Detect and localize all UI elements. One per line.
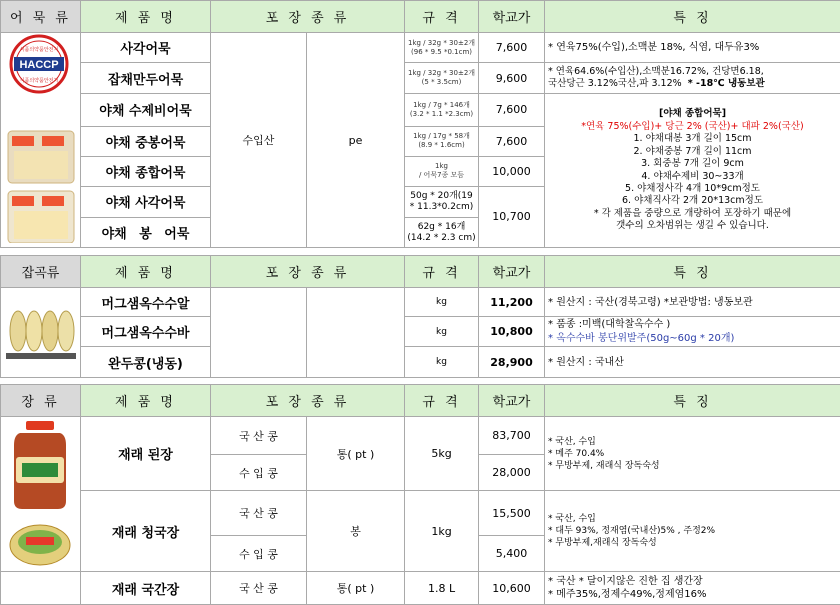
haccp-and-fishcake-image — [2, 33, 80, 243]
feature-cell: * 원산지 : 국산(경북고령) *보관방법: 냉동보관 — [545, 288, 840, 317]
veg-ingredients: *연육 75%(수입)+ 당근 2% (국산)+ 대파 2%(국산) — [545, 121, 840, 133]
feature-line: * 옥수수바 봉단위발주(50g~60g * 20개) — [548, 332, 840, 346]
grain-table — [0, 255, 840, 378]
school-price-header: 학교가 — [479, 385, 545, 417]
product-name: 완두콩(냉동) — [81, 347, 211, 378]
package-type-header: 포 장 종 류 — [211, 1, 405, 33]
feature-line: * 품종 :미백(대학찰옥수수 ) — [548, 318, 840, 332]
price-cell: 7,600 — [479, 33, 545, 63]
table-row — [1, 94, 840, 127]
feature-cell — [545, 63, 840, 94]
feature-cell: * 원산지 : 국내산 — [545, 347, 840, 378]
feature-line: * 대두 93%, 정재염(국내산)5% , 주정2% — [548, 525, 840, 537]
spec-cell — [405, 186, 479, 218]
veg-line: 1. 야채대봉 3개 길이 15cm — [545, 133, 840, 145]
price-cell: 11,200 — [479, 288, 545, 317]
corn-image-cell — [1, 288, 81, 378]
origin-cell: 수입산 — [211, 33, 307, 248]
grain-header-row — [1, 256, 840, 288]
spec-line: 1kg / 32g * 30±2개 — [405, 39, 478, 48]
product-name: 야채 중봉어묵 — [81, 126, 211, 156]
price-cell: 10,700 — [479, 186, 545, 248]
product-name-header: 제 품 명 — [81, 256, 211, 288]
feature-cell: * 연육75%(수입),소맥분 18%, 식염, 대두유3% — [545, 33, 840, 63]
table-row — [1, 33, 840, 63]
spec-cell — [405, 63, 479, 94]
sauce-image-cell-bottom — [1, 572, 81, 605]
spec-cell: kg — [405, 288, 479, 317]
price-cell: 7,600 — [479, 94, 545, 127]
spec-line: * 11.3*0.2cm) — [405, 202, 478, 213]
sauce-header-row — [1, 385, 840, 417]
feature-line: * 국산, 수입 — [548, 513, 840, 525]
spec-header: 규 격 — [405, 385, 479, 417]
haccp-top-text: 식품의약품안전처 — [19, 46, 58, 53]
feature-cell — [545, 317, 840, 347]
price-cell: 10,600 — [479, 572, 545, 605]
spec-cell: kg — [405, 347, 479, 378]
spec-line: (8.9 * 1.6cm) — [405, 141, 478, 150]
product-name: 야채 봉 어묵 — [81, 218, 211, 248]
veg-line: 3. 회중봉 7개 길이 9cm — [545, 158, 840, 170]
spec-cell: 1.8 L — [405, 572, 479, 605]
product-name: 머그샘옥수수바 — [81, 317, 211, 347]
table-row — [1, 491, 840, 536]
category-header: 장 류 — [1, 385, 81, 417]
soy-origin-option: 수 입 콩 — [211, 536, 307, 572]
sauce-image-cell — [1, 417, 81, 572]
table-row — [1, 317, 840, 347]
category-header: 잡곡류 — [1, 256, 81, 288]
jar-image — [2, 417, 80, 567]
feature-line: * 메주35%,정제수49%,정제염16% — [548, 588, 840, 601]
package-cell — [211, 288, 307, 378]
school-price-header: 학교가 — [479, 256, 545, 288]
product-name: 사각어묵 — [81, 33, 211, 63]
haccp-bottom-text: 식품의약품안전처 — [19, 77, 58, 84]
fishcake-table — [0, 0, 840, 248]
feature-line: * 국산, 수입 — [548, 436, 840, 448]
package-type-header: 포 장 종 류 — [211, 256, 405, 288]
spec-cell — [405, 94, 479, 127]
product-name: 잡채만두어묵 — [81, 63, 211, 94]
table-row — [1, 417, 840, 455]
feature-line: * -18℃ 냉동보관 — [688, 78, 765, 89]
spec-line: 1kg / 17g * 58개 — [405, 132, 478, 141]
fishcake-header-row — [1, 1, 840, 33]
feature-cell — [545, 491, 840, 572]
spec-line: 50g * 20개(19 — [405, 191, 478, 202]
feature-line: * 무방부제, 재래식 장독숙성 — [548, 460, 840, 472]
package-cell: 봉 — [307, 491, 405, 572]
feature-line: * 메주 70.4% — [548, 448, 840, 460]
spec-line: (96 * 9.5 *0.1cm) — [405, 48, 478, 57]
price-cell: 7,600 — [479, 126, 545, 156]
veg-line: * 각 제품을 중량으로 개량하여 포장하기 때문에 — [545, 208, 840, 220]
table-row — [1, 63, 840, 94]
veg-mix-features — [545, 94, 840, 248]
spec-line: / 어묵7종 모듬 — [405, 171, 478, 180]
feature-cell — [545, 417, 840, 491]
price-cell: 15,500 — [479, 491, 545, 536]
feature-line: * 국산 * 달이지않은 진한 집 생간장 — [548, 575, 840, 588]
spec-cell — [405, 33, 479, 63]
soy-origin-option: 수 입 콩 — [211, 455, 307, 491]
spec-header: 규 격 — [405, 1, 479, 33]
school-price-header: 학교가 — [479, 1, 545, 33]
product-name: 재래 된장 — [81, 417, 211, 491]
spec-line: 1kg / 7g * 146개 — [405, 101, 478, 110]
package-cell: 통( pt ) — [307, 572, 405, 605]
spec-line: 1kg / 32g * 30±2개 — [405, 69, 478, 78]
veg-line: 5. 야채정사각 4개 10*9cm정도 — [545, 183, 840, 195]
product-name: 야채 수제비어묵 — [81, 94, 211, 127]
price-cell: 10,000 — [479, 156, 545, 186]
price-cell: 5,400 — [479, 536, 545, 572]
haccp-logo-text: HACCP — [19, 59, 58, 71]
table-row — [1, 572, 840, 605]
price-cell: 10,800 — [479, 317, 545, 347]
product-name-header: 제 품 명 — [81, 1, 211, 33]
price-cell: 83,700 — [479, 417, 545, 455]
price-cell: 28,000 — [479, 455, 545, 491]
spec-line: 1kg — [405, 162, 478, 171]
veg-title: [야채 종합어묵] — [545, 108, 840, 120]
product-name: 재래 국간장 — [81, 572, 211, 605]
corn-image — [6, 301, 76, 361]
features-header: 특 징 — [545, 1, 840, 33]
product-name-header: 제 품 명 — [81, 385, 211, 417]
product-name: 재래 청국장 — [81, 491, 211, 572]
spec-line: (14.2 * 2.3 cm) — [405, 233, 478, 244]
table-row — [1, 288, 840, 317]
soy-origin-option: 국 산 콩 — [211, 572, 307, 605]
sauce-table — [0, 384, 840, 605]
package-cell: 통( pt ) — [307, 417, 405, 491]
spec-line: 62g * 16개 — [405, 222, 478, 233]
package-type-header: 포 장 종 류 — [211, 385, 405, 417]
package-cell: pe — [307, 33, 405, 248]
veg-line: 6. 야채직사각 2개 20*13cm정도 — [545, 195, 840, 207]
veg-line: 갯수의 오차범위는 생길 수 있습니다. — [545, 220, 840, 232]
spec-cell: 5kg — [405, 417, 479, 491]
fishcake-image-cell — [1, 33, 81, 248]
feature-line: * 무방부제,재래식 장독숙성 — [548, 537, 840, 549]
spec-line: (3.2 * 1.1 *2.3cm) — [405, 110, 478, 119]
spec-line: (5 * 3.5cm) — [405, 78, 478, 87]
veg-line: 2. 야채중봉 7개 길이 11cm — [545, 146, 840, 158]
spec-cell: kg — [405, 317, 479, 347]
product-name: 야채 종합어묵 — [81, 156, 211, 186]
price-cell: 28,900 — [479, 347, 545, 378]
spec-cell — [405, 218, 479, 248]
spec-cell — [405, 156, 479, 186]
soy-origin-option: 국 산 콩 — [211, 491, 307, 536]
product-name: 야채 사각어묵 — [81, 186, 211, 218]
feature-line: * 연육64.6%(수입산),소맥분16.72%, 건당면6.18, — [548, 66, 840, 78]
table-row — [1, 347, 840, 378]
package-cell — [307, 288, 405, 378]
category-header: 어 묵 류 — [1, 1, 81, 33]
soy-origin-option: 국 산 콩 — [211, 417, 307, 455]
price-cell: 9,600 — [479, 63, 545, 94]
spec-cell: 1kg — [405, 491, 479, 572]
features-header: 특 징 — [545, 256, 840, 288]
product-name: 머그샘옥수수알 — [81, 288, 211, 317]
spec-cell — [405, 126, 479, 156]
features-header: 특 징 — [545, 385, 840, 417]
feature-line: 국산당근 3.12%국산,파 3.12% — [548, 78, 682, 89]
veg-line: 4. 야채수제비 30~33개 — [545, 171, 840, 183]
spec-header: 규 격 — [405, 256, 479, 288]
feature-cell — [545, 572, 840, 605]
